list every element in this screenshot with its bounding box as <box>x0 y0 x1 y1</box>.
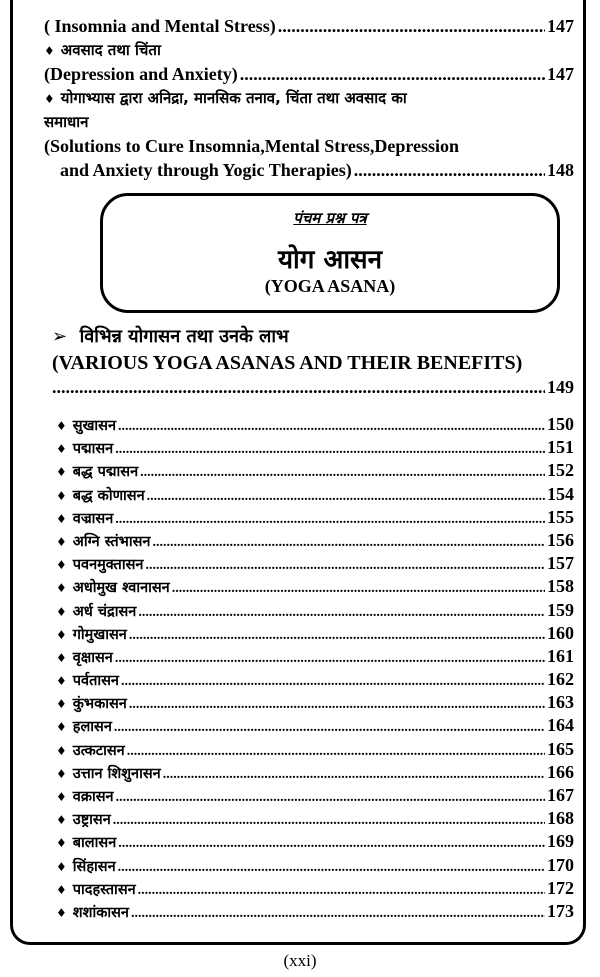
entry-page: 167 <box>547 785 574 805</box>
entry-label <box>56 647 113 670</box>
dot-leader <box>354 158 545 182</box>
diamond-bullet-icon: ♦ <box>56 581 67 596</box>
entry-page: 156 <box>547 529 574 550</box>
entry-label-text: पद्मासन <box>72 441 114 458</box>
section-heading <box>52 324 574 398</box>
diamond-bullet-icon: ♦ <box>56 790 67 804</box>
entry-label <box>56 693 127 716</box>
diamond-bullet-icon: ♦ <box>56 604 67 619</box>
entry-label <box>56 415 116 438</box>
diamond-bullet-icon: ♦ <box>44 92 55 106</box>
diamond-bullet-icon: ♦ <box>56 534 67 549</box>
entry-label: (Depression and Anxiety) <box>44 64 238 84</box>
toc-entry[interactable] <box>56 645 574 668</box>
entry-label <box>56 786 114 809</box>
entry-label-text: अर्ध चंद्रासन <box>72 603 137 620</box>
entry-label <box>56 856 116 879</box>
toc-entry-hindi-continued <box>44 110 574 134</box>
dot-leader <box>114 716 545 739</box>
entry-page: 163 <box>547 692 574 713</box>
entry-label: योगाभ्यास द्वारा अनिद्रा, मानसिक तनाव, चिंता तथा अवसाद का <box>60 89 407 107</box>
entry-label <box>56 461 138 484</box>
entry-label <box>56 763 161 786</box>
diamond-bullet-icon: ♦ <box>56 836 67 851</box>
dot-leader <box>131 902 545 925</box>
dot-leader <box>118 415 545 438</box>
diamond-bullet-icon: ♦ <box>56 511 67 526</box>
entry-page: 159 <box>547 599 574 620</box>
section-title-hindi <box>52 324 574 348</box>
toc-entry[interactable] <box>44 62 574 86</box>
toc-entry[interactable] <box>56 622 574 645</box>
diamond-bullet-icon: ♦ <box>56 882 67 897</box>
entry-label <box>56 716 112 739</box>
diamond-bullet-icon: ♦ <box>56 859 67 874</box>
dot-leader <box>138 601 545 624</box>
diamond-bullet-icon: ♦ <box>56 743 67 758</box>
section-title-english: (VARIOUS YOGA ASANAS AND THEIR BENEFITS) <box>52 352 523 374</box>
entry-label-text: कुंभकासन <box>72 696 127 713</box>
toc-entry-english <box>44 134 574 158</box>
entry-label: ( Insomnia and Mental Stress) <box>44 16 276 36</box>
dot-leader <box>278 14 545 38</box>
entry-page: 155 <box>547 506 574 527</box>
dot-leader <box>115 508 545 531</box>
arrow-icon: ➢ <box>52 326 68 347</box>
toc-entry-hindi <box>44 38 574 62</box>
dot-leader <box>116 786 545 809</box>
diamond-bullet-icon: ♦ <box>56 813 67 828</box>
entry-page: 147 <box>547 64 574 84</box>
entry-label-text: बद्ध पद्मासन <box>72 464 139 481</box>
entry-label-text: गोमुखासन <box>72 626 127 643</box>
entry-label <box>56 485 145 508</box>
entry-label-text: सुखासन <box>72 418 117 434</box>
entry-page: 166 <box>547 761 574 782</box>
dot-leader <box>118 856 545 879</box>
toc-entry[interactable] <box>56 436 574 459</box>
dot-leader <box>113 809 545 832</box>
entry-label <box>56 438 113 461</box>
toc-entry[interactable] <box>56 784 574 807</box>
toc-entry[interactable] <box>56 877 574 900</box>
toc-entry[interactable] <box>44 158 574 182</box>
dot-leader <box>129 624 545 647</box>
dot-leader <box>140 461 545 484</box>
entry-page: 162 <box>547 669 574 690</box>
dot-leader <box>147 485 545 508</box>
toc-entry[interactable] <box>56 738 574 761</box>
diamond-bullet-icon: ♦ <box>56 674 67 689</box>
entry-label-text: उत्तान शिशुनासन <box>72 765 161 782</box>
dot-leader <box>121 670 545 693</box>
diamond-bullet-icon: ♦ <box>56 558 67 573</box>
entry-label: अवसाद तथा चिंता <box>60 41 161 59</box>
dot-leader <box>127 740 545 763</box>
entry-label-text: शशांकासन <box>72 904 129 921</box>
entry-page: 173 <box>547 900 574 921</box>
entry-label <box>56 809 111 832</box>
toc-entry[interactable] <box>56 459 574 482</box>
toc-entry[interactable] <box>56 575 574 598</box>
entry-label <box>56 531 150 554</box>
diamond-bullet-icon: ♦ <box>56 488 67 503</box>
diamond-bullet-icon: ♦ <box>56 697 67 712</box>
diamond-bullet-icon: ♦ <box>56 442 67 457</box>
entry-label <box>56 879 136 902</box>
entry-label-text: वृक्षासन <box>72 649 113 666</box>
dot-leader <box>172 577 545 600</box>
dot-leader <box>118 832 545 855</box>
entry-page: 160 <box>547 622 574 643</box>
entry-label-text: वक्रासन <box>72 789 114 805</box>
diamond-bullet-icon: ♦ <box>56 627 67 642</box>
toc-entry[interactable] <box>56 599 574 622</box>
toc-entry[interactable] <box>56 691 574 714</box>
entry-label <box>56 554 143 577</box>
diamond-bullet-icon: ♦ <box>56 905 67 920</box>
toc-entry[interactable] <box>56 830 574 853</box>
entry-label <box>56 670 119 693</box>
toc-entry[interactable] <box>56 529 574 552</box>
entry-page: 165 <box>547 738 574 759</box>
toc-entry[interactable] <box>56 714 574 737</box>
toc-entry[interactable] <box>56 761 574 784</box>
toc-entry[interactable] <box>56 854 574 877</box>
entry-page: 170 <box>547 854 574 875</box>
entry-page: 151 <box>547 437 574 458</box>
paper-title: योग आसन <box>277 245 383 275</box>
paper-title-box <box>100 193 560 313</box>
toc-entry[interactable] <box>44 14 574 38</box>
entry-label-text: सिंहासन <box>72 858 116 875</box>
toc-entry[interactable] <box>56 552 574 575</box>
dot-leader <box>138 879 545 902</box>
entry-label <box>56 508 113 531</box>
diamond-bullet-icon: ♦ <box>56 766 67 781</box>
toc-entry[interactable] <box>56 668 574 691</box>
entry-label-text: वज्रासन <box>72 510 114 527</box>
entry-label-text: अग्नि स्तंभासन <box>72 533 151 550</box>
entry-label-text: हलासन <box>72 719 112 736</box>
dot-leader <box>163 763 545 786</box>
dot-leader <box>115 647 545 670</box>
entry-label-text: बद्ध कोणासन <box>72 487 145 504</box>
entry-page: 150 <box>547 414 574 434</box>
entry-label: (Solutions to Cure Insomnia,Mental Stress,Depression <box>44 136 460 156</box>
dot-leader <box>240 62 545 86</box>
dot-leader <box>52 377 545 398</box>
entry-page: 148 <box>547 160 574 180</box>
entry-page: 147 <box>547 16 574 36</box>
entry-label: समाधान <box>44 113 89 131</box>
page-number: (xxi) <box>283 951 317 970</box>
section-title-hindi-text: विभिन्न योगासन तथा उनके लाभ <box>79 326 289 347</box>
entry-page: 158 <box>547 576 574 597</box>
entry-page: 168 <box>547 808 574 829</box>
diamond-bullet-icon: ♦ <box>56 465 67 480</box>
entry-label <box>56 601 136 624</box>
entry-label-text: बालासन <box>72 835 117 852</box>
entry-page: 169 <box>547 831 574 852</box>
top-entries <box>44 14 574 182</box>
entry-label-text: पर्वतासन <box>72 673 119 690</box>
toc-entry[interactable] <box>56 413 574 436</box>
diamond-bullet-icon: ♦ <box>44 44 55 58</box>
entry-page: 157 <box>547 553 574 574</box>
toc-entry[interactable] <box>56 483 574 506</box>
entry-label <box>56 624 127 647</box>
diamond-bullet-icon: ♦ <box>56 650 67 665</box>
entry-label-text: अधोमुख श्वानासन <box>72 580 170 597</box>
entry-label-text: पादहस्तासन <box>72 881 136 898</box>
toc-entry-hindi <box>44 86 574 110</box>
entry-label <box>56 832 116 855</box>
entry-page: 152 <box>547 460 574 481</box>
dot-leader <box>145 554 545 577</box>
entry-label-text: उत्कटासन <box>72 742 125 759</box>
entry-page: 161 <box>547 645 574 666</box>
entry-page: 172 <box>547 877 574 898</box>
entry-page: 154 <box>547 483 574 504</box>
diamond-bullet-icon: ♦ <box>56 720 67 735</box>
diamond-bullet-icon: ♦ <box>56 419 67 433</box>
entry-label-text: उष्ट्रासन <box>72 812 111 829</box>
dot-leader <box>115 438 545 461</box>
paper-title-english: (YOGA ASANA) <box>264 276 396 296</box>
section-page-row[interactable] <box>52 377 574 398</box>
toc-entry[interactable] <box>56 506 574 529</box>
dot-leader <box>152 531 545 554</box>
entry-label <box>56 740 125 763</box>
entry-label <box>56 577 170 600</box>
entry-page: 164 <box>547 715 574 736</box>
toc-entry[interactable] <box>56 807 574 830</box>
paper-subtitle: पंचम प्रश्न पत्र <box>293 209 367 227</box>
entry-label-text: पवनमुक्तासन <box>72 557 144 574</box>
asana-toc-list <box>56 413 574 923</box>
toc-entry[interactable] <box>56 900 574 923</box>
entry-page: 149 <box>547 377 574 397</box>
entry-label <box>56 902 129 925</box>
entry-label: and Anxiety through Yogic Therapies) <box>60 160 352 180</box>
dot-leader <box>129 693 545 716</box>
